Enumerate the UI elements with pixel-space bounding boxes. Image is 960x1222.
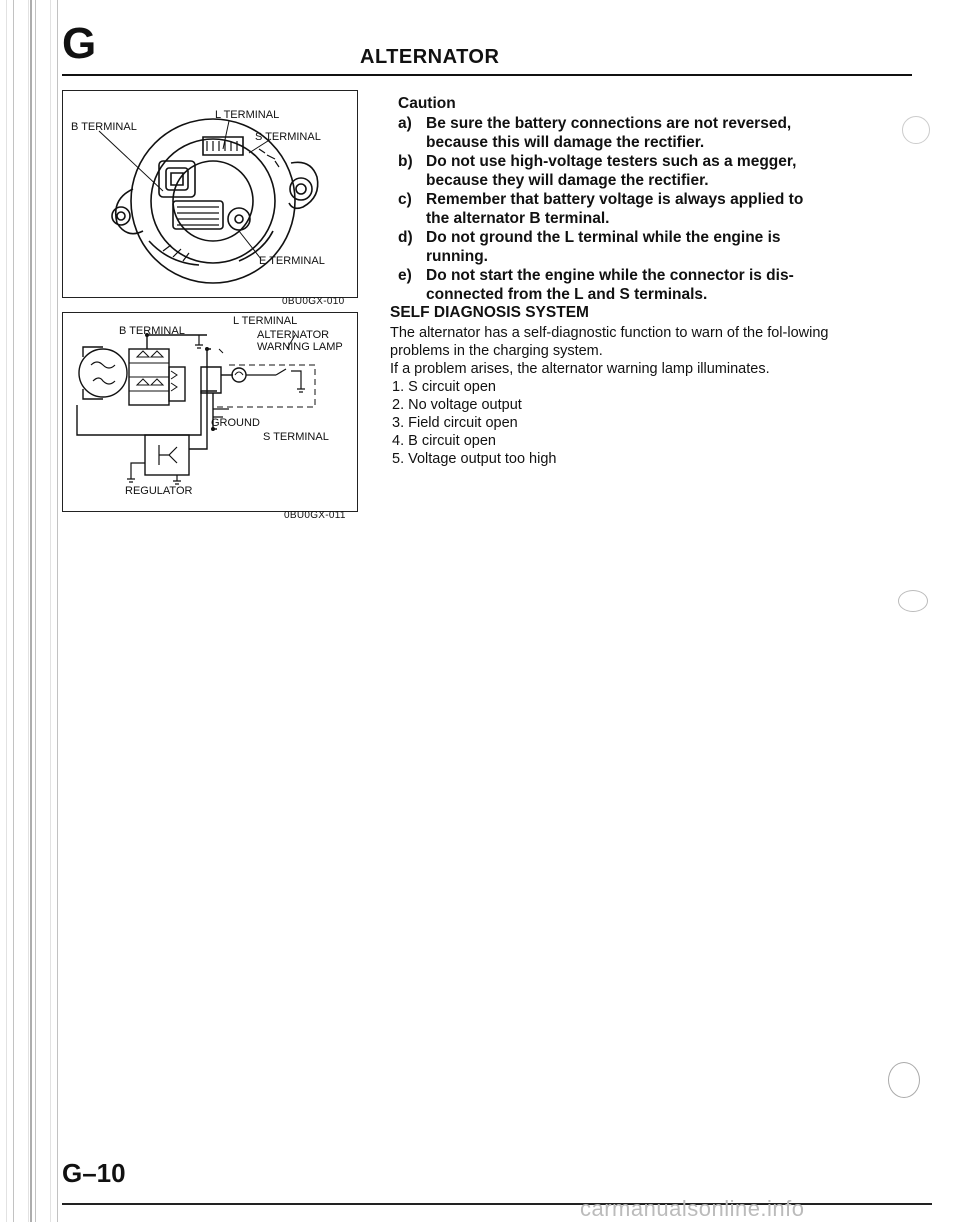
scan-smudge (898, 590, 928, 612)
caution-item-marker: d) (398, 229, 413, 246)
watermark: carmanualsonline.info (580, 1196, 805, 1221)
caution-item (398, 190, 828, 228)
caution-item-text: Do not use high-voltage testers such as a megger, because they will damage the rectifier. (426, 153, 797, 189)
figure-code: 0BU0GX-010 (282, 296, 345, 307)
page-number: G–10 (62, 1158, 126, 1188)
s-terminal-label: S TERMINAL (255, 131, 321, 143)
alternator-terminals-figure (62, 90, 358, 298)
regulator-label: REGULATOR (125, 485, 193, 497)
caution-item-text: Remember that battery voltage is always applied to the alternator B terminal. (426, 191, 804, 227)
caution-item-marker: c) (398, 191, 412, 208)
warning-lamp-label-line1: ALTERNATOR (257, 329, 330, 341)
ground-label: GROUND (211, 417, 260, 429)
b-terminal-label: B TERMINAL (119, 325, 185, 337)
l-terminal-label: L TERMINAL (233, 315, 298, 327)
caution-item-text: Do not start the engine while the connector is dis-connected from the L and S terminals. (426, 267, 794, 303)
caution-heading: Caution (398, 95, 456, 112)
list-item: 1. S circuit open (392, 379, 496, 395)
intro-paragraph: The alternator has a self-diagnostic function to warn of the fol-lowing problems in the charging system. (390, 325, 829, 359)
header-rule (62, 74, 912, 76)
caution-item-text: Do not ground the L terminal while the engine is running. (426, 229, 781, 265)
caution-block (398, 94, 828, 304)
caution-item-marker: e) (398, 267, 412, 284)
problem-list (390, 378, 850, 468)
figure-code: 0BU0GX-011 (284, 510, 346, 521)
page-title: ALTERNATOR (360, 46, 500, 68)
list-item: 3. Field circuit open (392, 415, 518, 431)
intro-paragraph: If a problem arises, the alternator warning lamp illuminates. (390, 361, 770, 377)
e-terminal-label: E TERMINAL (259, 255, 325, 267)
caution-item (398, 228, 828, 266)
caution-item-marker: b) (398, 153, 413, 170)
list-item: 5. Voltage output too high (392, 451, 557, 467)
l-terminal-label: L TERMINAL (215, 109, 280, 121)
b-terminal-label: B TERMINAL (71, 121, 137, 133)
s-terminal-label: S TERMINAL (263, 431, 329, 443)
scan-smudge (888, 1062, 920, 1098)
list-item: 4. B circuit open (392, 433, 496, 449)
warning-lamp-label-line2: WARNING LAMP (257, 341, 343, 353)
caution-item (398, 152, 828, 190)
self-diagnosis-section (390, 304, 850, 468)
charging-circuit-diagram (62, 312, 358, 512)
scan-smudge (902, 116, 930, 144)
list-item: 2. No voltage output (392, 397, 522, 413)
binding-edge-scan-artifact (0, 0, 58, 1222)
caution-item-text: Be sure the battery connections are not reversed, because this will damage the rectifier. (426, 115, 792, 151)
caution-item (398, 114, 828, 152)
caution-item (398, 266, 828, 304)
section-letter: G (62, 19, 97, 68)
section-heading: SELF DIAGNOSIS SYSTEM (390, 304, 589, 321)
caution-item-marker: a) (398, 115, 412, 132)
